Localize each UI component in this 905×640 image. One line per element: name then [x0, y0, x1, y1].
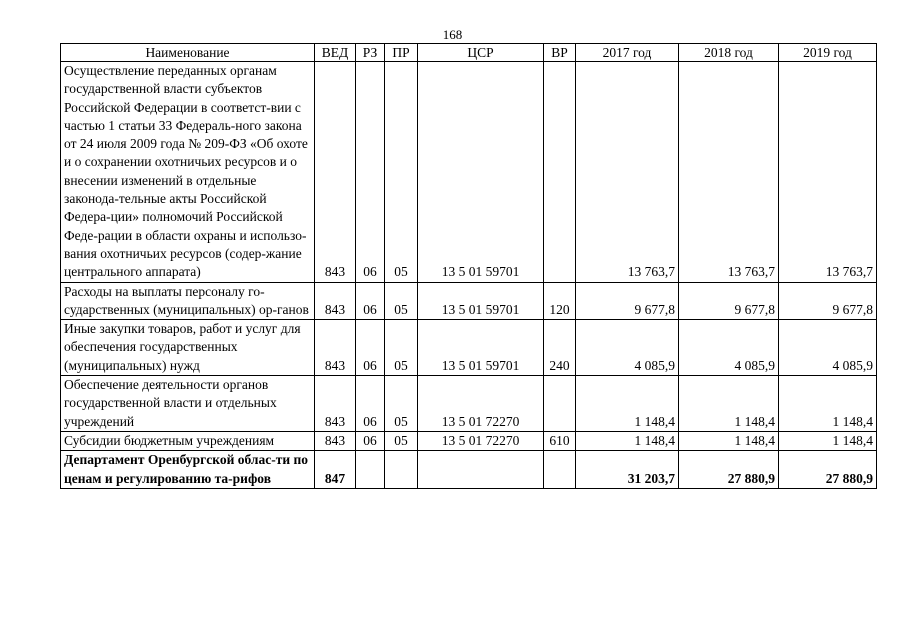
col-header-vr: ВР	[544, 44, 576, 62]
table-row	[61, 376, 877, 432]
row-vr: 610	[544, 431, 576, 450]
row-2019: 9 677,8	[779, 282, 877, 320]
row-2017: 31 203,7	[576, 451, 679, 489]
col-header-pr: ПР	[385, 44, 418, 62]
col-header-name: Наименование	[61, 44, 315, 62]
row-csr: 13 5 01 59701	[418, 282, 544, 320]
col-header-csr: ЦСР	[418, 44, 544, 62]
col-header-2017: 2017 год	[576, 44, 679, 62]
row-csr: 13 5 01 59701	[418, 62, 544, 283]
row-2019: 1 148,4	[779, 431, 877, 450]
row-rz: 06	[356, 62, 385, 283]
row-2018: 4 085,9	[679, 320, 779, 376]
row-csr: 13 5 01 72270	[418, 431, 544, 450]
row-rz: 06	[356, 320, 385, 376]
table-row	[61, 282, 877, 320]
row-ved: 843	[315, 62, 356, 283]
row-ved: 847	[315, 451, 356, 489]
row-ved: 843	[315, 376, 356, 432]
table-row	[61, 431, 877, 450]
col-header-ved: ВЕД	[315, 44, 356, 62]
row-2017: 1 148,4	[576, 376, 679, 432]
row-2017: 9 677,8	[576, 282, 679, 320]
row-vr	[544, 376, 576, 432]
row-2018: 1 148,4	[679, 376, 779, 432]
row-csr: 13 5 01 72270	[418, 376, 544, 432]
row-csr	[418, 451, 544, 489]
row-csr: 13 5 01 59701	[418, 320, 544, 376]
row-vr: 240	[544, 320, 576, 376]
row-2017: 13 763,7	[576, 62, 679, 283]
row-2019: 4 085,9	[779, 320, 877, 376]
row-name: Субсидии бюджетным учреждениям	[61, 431, 315, 450]
budget-table	[60, 43, 877, 489]
table-row	[61, 62, 877, 283]
row-ved: 843	[315, 282, 356, 320]
row-2017: 4 085,9	[576, 320, 679, 376]
row-2018: 27 880,9	[679, 451, 779, 489]
col-header-2019: 2019 год	[779, 44, 877, 62]
table-row	[61, 320, 877, 376]
row-name: Расходы на выплаты персоналу го-сударственных (муниципальных) ор-ганов	[61, 282, 315, 320]
row-2018: 13 763,7	[679, 62, 779, 283]
row-vr	[544, 451, 576, 489]
row-vr	[544, 62, 576, 283]
row-ved: 843	[315, 431, 356, 450]
header-row	[61, 44, 877, 62]
row-name: Обеспечение деятельности органов государственной власти и отдельных учреждений	[61, 376, 315, 432]
col-header-2018: 2018 год	[679, 44, 779, 62]
col-header-rz: РЗ	[356, 44, 385, 62]
row-pr: 05	[385, 282, 418, 320]
row-2019: 13 763,7	[779, 62, 877, 283]
row-name: Департамент Оренбургской облас-ти по ценам и регулированию та-рифов	[61, 451, 315, 489]
row-pr	[385, 451, 418, 489]
row-2018: 9 677,8	[679, 282, 779, 320]
page-number: 168	[442, 27, 463, 42]
row-pr: 05	[385, 62, 418, 283]
row-pr: 05	[385, 320, 418, 376]
row-vr: 120	[544, 282, 576, 320]
row-rz: 06	[356, 376, 385, 432]
row-pr: 05	[385, 431, 418, 450]
row-2018: 1 148,4	[679, 431, 779, 450]
row-2017: 1 148,4	[576, 431, 679, 450]
row-name: Иные закупки товаров, работ и услуг для обеспечения государственных (муниципальных) нужд	[61, 320, 315, 376]
row-rz: 06	[356, 431, 385, 450]
row-name: Осуществление переданных органам государственной власти субъектов Российской Федерации в соответст-вии с частью 1 статьи 33 Федераль-ного закона от 24 июля 2009 года № 209-ФЗ «Об охоте и о сохранении охотничьих ресурсов и о внесении изменений в отдельные законода-тельные акты Российской Федера-ции» полномочий Российской Феде-рации в области охраны и использо-вания охотничьих ресурсов (содер-жание центрального аппарата)	[61, 62, 315, 283]
row-rz: 06	[356, 282, 385, 320]
row-pr: 05	[385, 376, 418, 432]
row-rz	[356, 451, 385, 489]
table-row-total	[61, 451, 877, 489]
row-2019: 1 148,4	[779, 376, 877, 432]
row-ved: 843	[315, 320, 356, 376]
row-2019: 27 880,9	[779, 451, 877, 489]
